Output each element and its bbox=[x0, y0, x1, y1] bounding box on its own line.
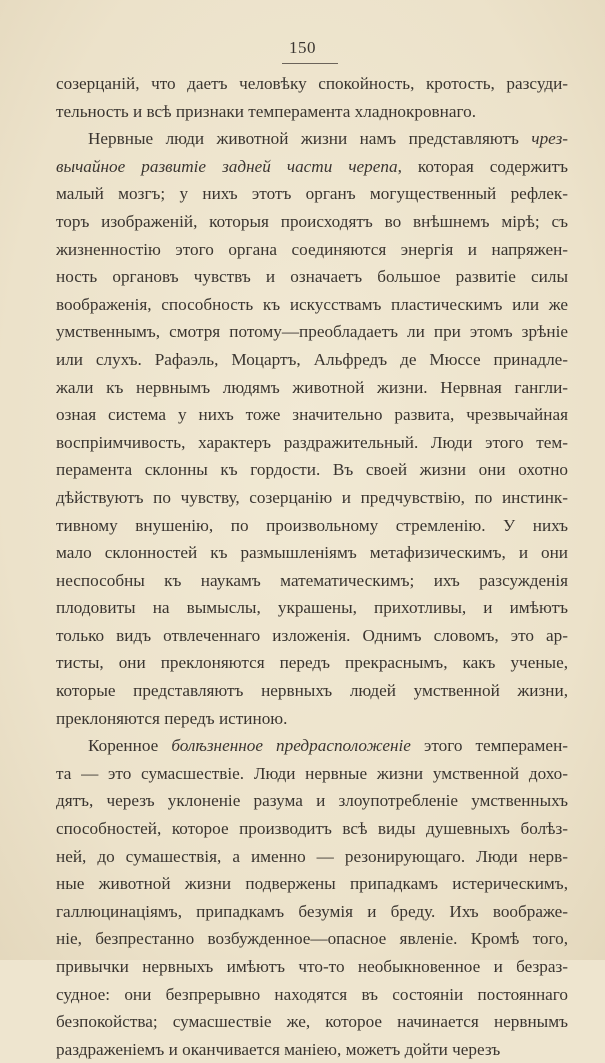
text-line bbox=[56, 649, 568, 677]
text-line bbox=[56, 898, 568, 926]
text-span: ные животной жизни подвержены припадкамъ истерическимъ, bbox=[56, 874, 568, 894]
text-span: или слухъ. Рафаэль, Моцартъ, Альфредъ де Мюссе принадле- bbox=[56, 349, 568, 369]
text-span: которые представляютъ нервныхъ людей умственной жизни, bbox=[56, 681, 568, 701]
text-line bbox=[56, 870, 568, 898]
text-span: дѣйствуютъ по чувству, созерцанію и предчувствію, по инстинк- bbox=[56, 487, 568, 507]
text-line bbox=[56, 180, 568, 208]
text-line bbox=[56, 263, 568, 291]
italic-span: вычайное развитіе задней части черепа bbox=[56, 156, 398, 176]
text-span: Нервные люди животной жизни намъ представляютъ bbox=[88, 129, 532, 149]
text-line bbox=[56, 484, 568, 512]
text-line bbox=[56, 291, 568, 319]
text-span: привычки нервныхъ имѣютъ что-то необыкновенное и безраз- bbox=[56, 957, 568, 976]
text-line bbox=[56, 567, 568, 595]
italic-span: чрез- bbox=[531, 129, 568, 149]
text-span: раздраженіемъ и оканчивается маніею, можетъ дойти черезъ bbox=[56, 1039, 501, 1059]
text-span: тивному внушенію, по произвольному стремленію. У нихъ bbox=[56, 515, 568, 535]
paragraph bbox=[56, 732, 568, 1063]
text-line bbox=[56, 787, 568, 815]
text-span: только видъ отвлеченнаго изложенія. Однимъ словомъ, это ар- bbox=[56, 625, 568, 645]
text-span: плодовиты на вымыслы, украшены, прихотливы, и имѣютъ bbox=[56, 598, 568, 618]
text-line bbox=[56, 925, 568, 953]
text-line bbox=[56, 622, 568, 650]
text-line bbox=[56, 512, 568, 540]
text-line bbox=[56, 815, 568, 843]
text-span: воспріимчивость, характеръ раздражительный. Люди этого тем- bbox=[56, 432, 568, 452]
text-span: ніе, безпрестанно возбужденное—опасное явленіе. Кромѣ того, bbox=[56, 929, 568, 949]
text-span: этого темперамен- bbox=[410, 736, 568, 756]
text-span: ность органовъ чувствъ и означаетъ большое развитіе силы bbox=[56, 267, 568, 287]
page-number: 150 bbox=[289, 38, 316, 57]
paragraph bbox=[56, 125, 568, 732]
text-line bbox=[56, 70, 568, 98]
italic-span: болѣзненное предрасположеніе bbox=[171, 736, 411, 756]
text-line bbox=[56, 953, 568, 981]
text-span: тельность и всѣ признаки темперамента хладнокровнаго. bbox=[56, 101, 477, 121]
text-line bbox=[56, 760, 568, 788]
text-line bbox=[56, 318, 568, 346]
text-span: судное: они безпрерывно находятся въ состояніи постояннаго bbox=[56, 984, 568, 1004]
text-line bbox=[56, 539, 568, 567]
text-span: озная система у нихъ тоже значительно развита, чрезвычайная bbox=[56, 405, 568, 425]
text-span: воображенія, способность къ искусствамъ пластическимъ или же bbox=[56, 294, 568, 314]
text-line bbox=[56, 429, 568, 457]
text-line bbox=[56, 981, 568, 1009]
header-rule bbox=[282, 63, 338, 64]
text-line bbox=[56, 125, 568, 153]
text-span: преклоняются передъ истиною. bbox=[56, 708, 288, 728]
text-span: способностей, которое производитъ всѣ виды душевныхъ болѣз- bbox=[56, 819, 568, 839]
text-span: торъ изображеній, которыя происходятъ во внѣшнемъ мірѣ; съ bbox=[56, 211, 568, 231]
text-line bbox=[56, 456, 568, 484]
text-span: жали къ нервнымъ людямъ животной жизни. Нервная гангли- bbox=[56, 377, 568, 397]
text-span: созерцаній, что даетъ человѣку спокойность, кротость, разсуди- bbox=[56, 74, 568, 93]
text-line bbox=[56, 208, 568, 236]
text-span: тисты, они преклоняются передъ прекраснымъ, какъ ученые, bbox=[56, 653, 568, 673]
text-span: неспособны къ наукамъ математическимъ; ихъ разсужденія bbox=[56, 570, 568, 590]
text-line bbox=[56, 594, 568, 622]
text-line bbox=[56, 705, 568, 733]
text-span: дятъ, черезъ уклоненіе разума и злоупотребленіе умственныхъ bbox=[56, 791, 568, 811]
text-line bbox=[56, 677, 568, 705]
text-span: Коренное bbox=[88, 736, 172, 756]
text-line bbox=[56, 1036, 568, 1063]
text-line bbox=[56, 1008, 568, 1036]
text-line bbox=[56, 236, 568, 264]
text-line bbox=[56, 401, 568, 429]
text-span: та — это сумасшествіе. Люди нервные жизни умственной дохо- bbox=[56, 763, 568, 783]
text-line bbox=[56, 346, 568, 374]
text-line bbox=[56, 843, 568, 871]
text-span: перамента склонны къ гордости. Въ своей жизни они охотно bbox=[56, 460, 568, 480]
text-line bbox=[56, 153, 568, 181]
text-line bbox=[56, 732, 568, 760]
text-span: мало склонностей къ размышленіямъ метафизическимъ, и они bbox=[56, 543, 568, 563]
text-span: безпокойства; сумасшествіе же, которое начинается нервнымъ bbox=[56, 1012, 568, 1032]
text-line bbox=[56, 374, 568, 402]
text-span: галлюцинаціямъ, припадкамъ безумія и бреду. Ихъ воображе- bbox=[56, 901, 568, 921]
text-span: малый мозгъ; у нихъ этотъ органъ могущественный рефлек- bbox=[56, 184, 568, 204]
text-line bbox=[56, 98, 568, 126]
text-span: , которая содержитъ bbox=[397, 156, 568, 176]
text-span: ней, до сумашествія, а именно — резонирующаго. Люди нерв- bbox=[56, 846, 568, 866]
text-span: жизненностію этого органа соединяются энергія и напряжен- bbox=[56, 239, 568, 259]
paragraph bbox=[56, 70, 568, 125]
text-span: умственнымъ, смотря потому—преобладаетъ ли при этомъ зрѣніе bbox=[56, 322, 568, 342]
body-text bbox=[56, 70, 568, 1063]
